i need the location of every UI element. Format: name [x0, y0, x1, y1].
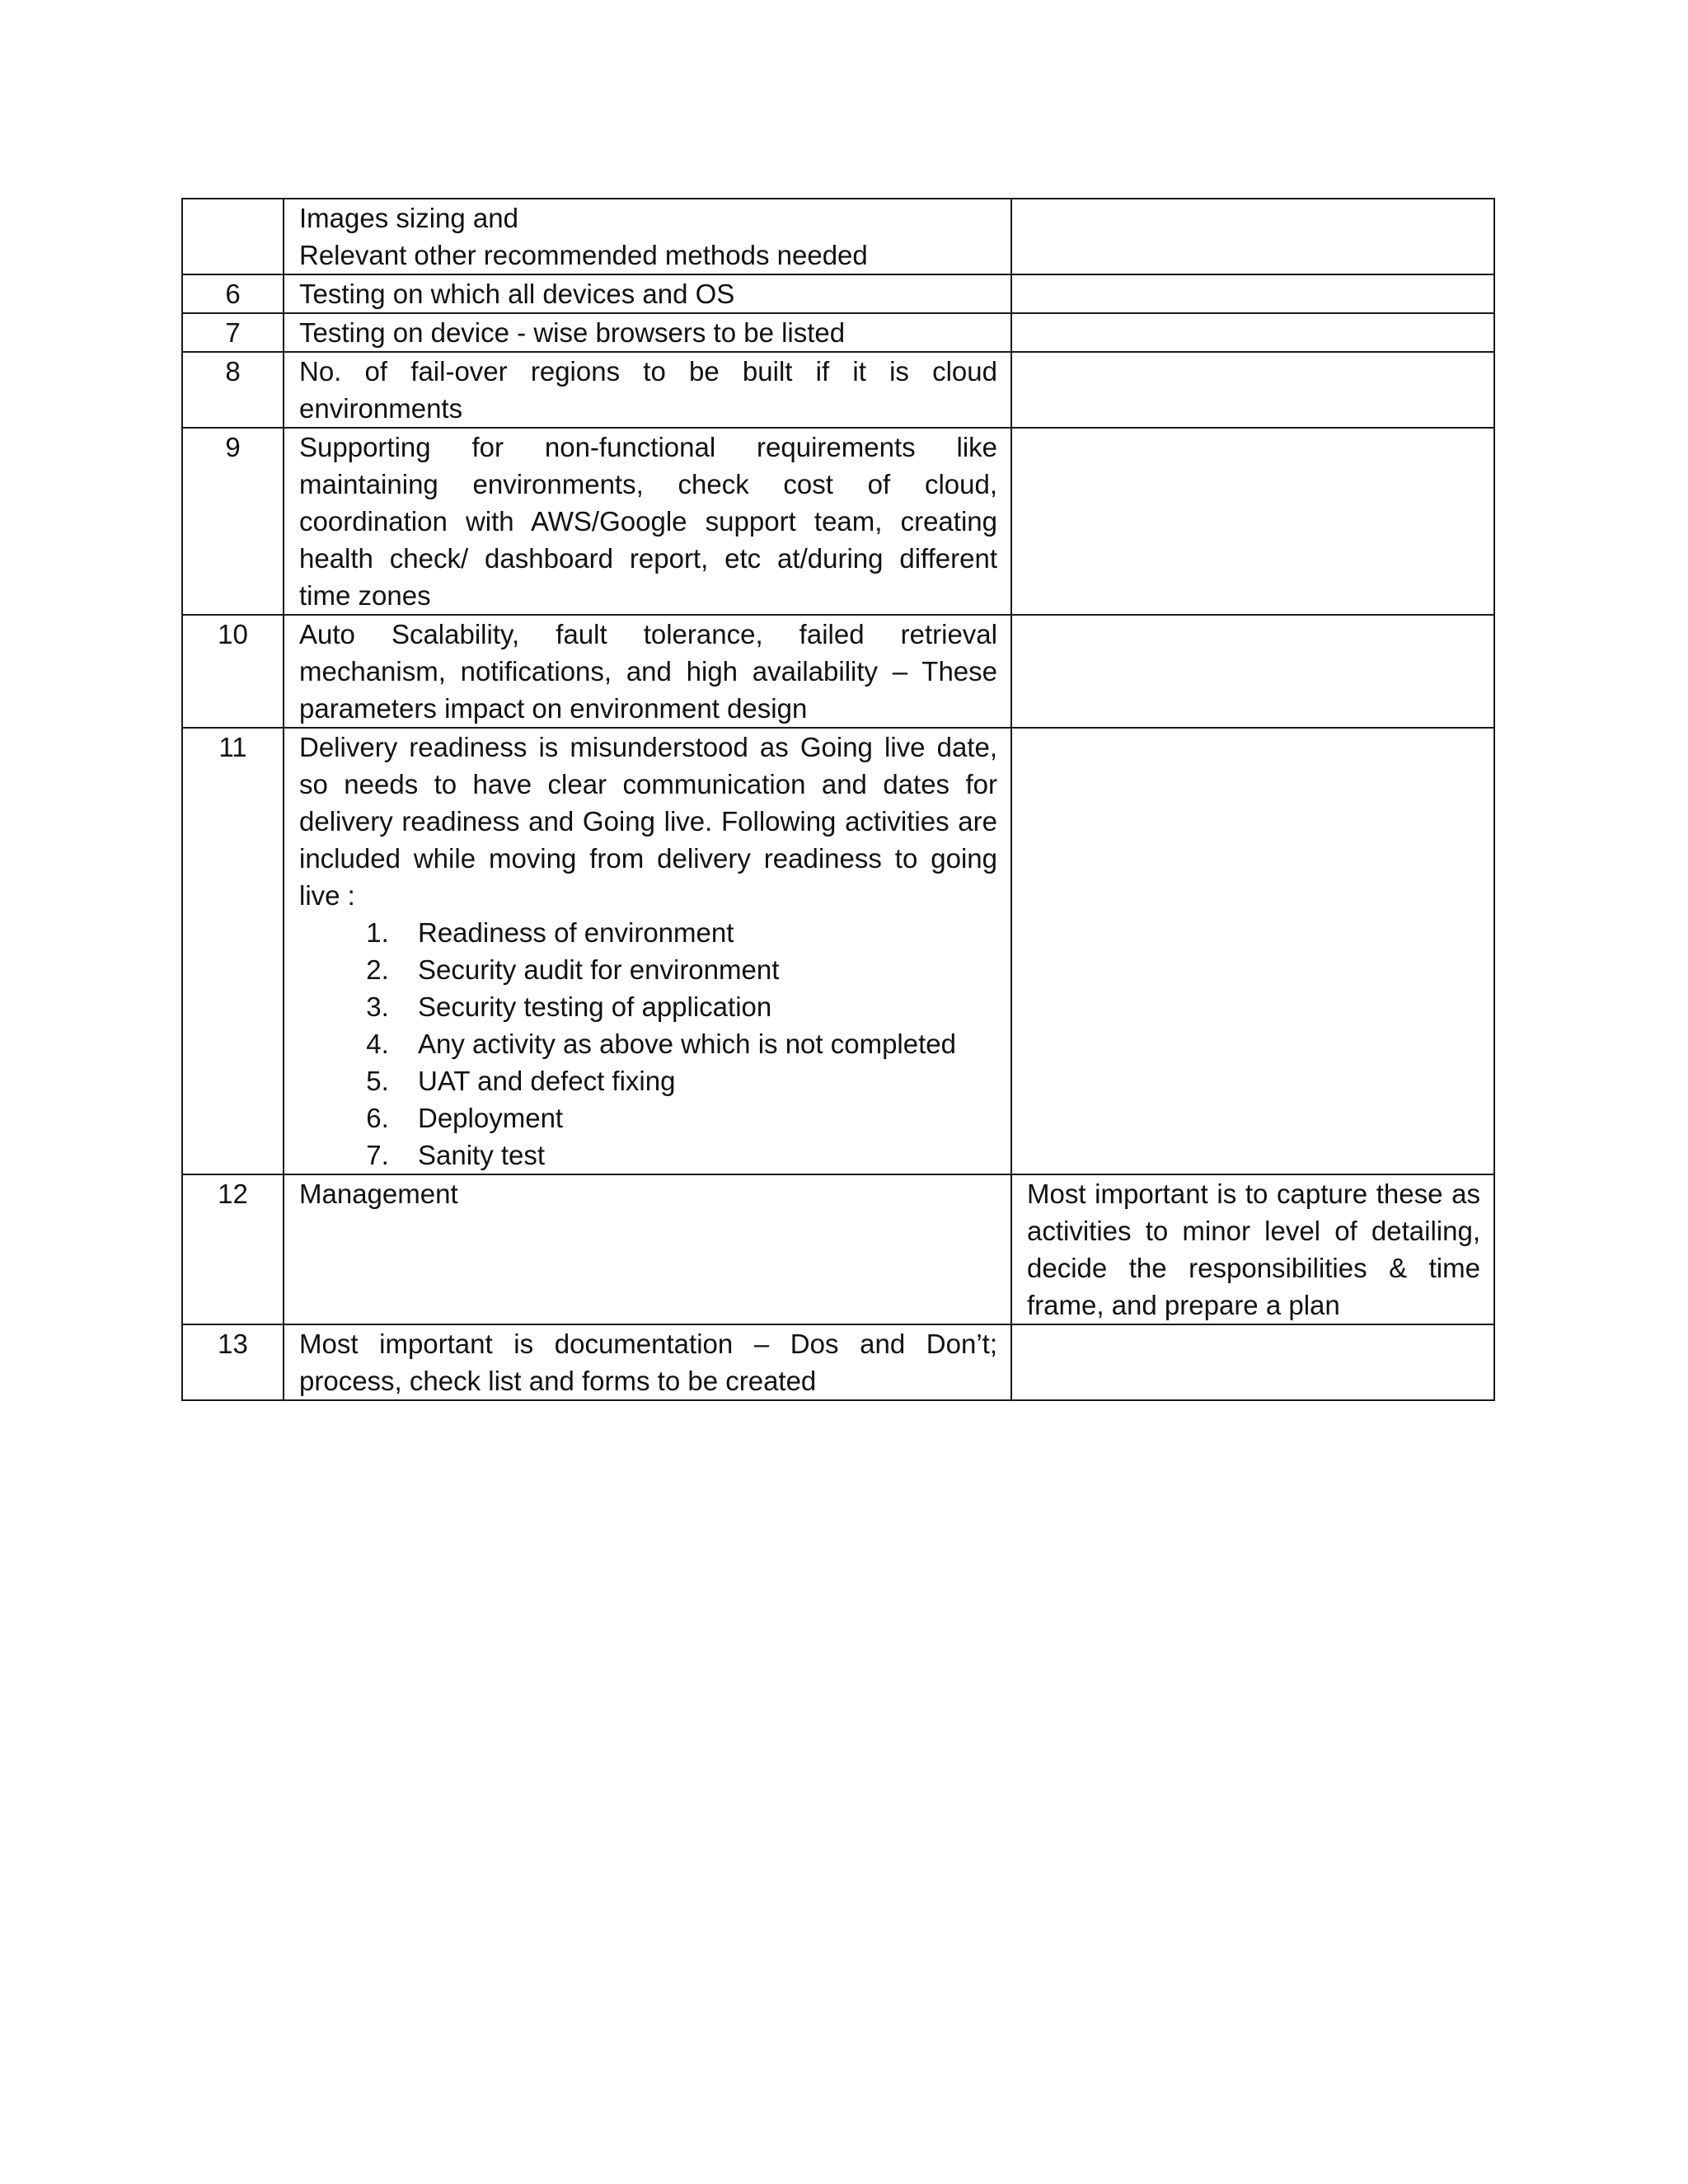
row-note: Most important is to capture these as activities to minor level of detailing, decide the responsibilities & time frame, and prepare a plan	[1011, 1174, 1494, 1324]
row-number: 12	[182, 1174, 284, 1324]
table-row	[182, 313, 1494, 352]
row-number: 7	[182, 313, 284, 352]
row-note	[1011, 428, 1494, 615]
row-number: 10	[182, 615, 284, 728]
list-item: 3. Security testing of application	[396, 988, 997, 1025]
row-note	[1011, 313, 1494, 352]
table-row	[182, 1324, 1494, 1400]
list-item: 2. Security audit for environment	[396, 951, 997, 988]
table-row	[182, 615, 1494, 728]
description-paragraph: Delivery readiness is misunderstood as Going live date, so needs to have clear communication and dates for delivery readiness and Going live. Following activities are included while moving from delivery readiness to going live :	[299, 732, 997, 911]
table-row	[182, 199, 1494, 274]
list-item: 7. Sanity test	[396, 1137, 997, 1174]
row-description: Auto Scalability, fault tolerance, failed retrieval mechanism, notifications, and high availability – These parameters impact on environment design	[284, 615, 1011, 728]
row-description	[284, 728, 1011, 1174]
row-description: Supporting for non-functional requirements like maintaining environments, check cost of cloud, coordination with AWS/Google support team, creating health check/ dashboard report, etc at/during different time zones	[284, 428, 1011, 615]
row-number	[182, 199, 284, 274]
row-description: Most important is documentation – Dos and Don’t; process, check list and forms to be created	[284, 1324, 1011, 1400]
table-row	[182, 1174, 1494, 1324]
requirements-table	[181, 198, 1495, 1401]
table-row	[182, 728, 1494, 1174]
row-note	[1011, 274, 1494, 313]
table-row	[182, 428, 1494, 615]
row-number: 9	[182, 428, 284, 615]
description-line: Images sizing and	[299, 203, 518, 233]
row-note	[1011, 615, 1494, 728]
activity-list	[299, 914, 997, 1174]
row-number: 11	[182, 728, 284, 1174]
table-row	[182, 352, 1494, 428]
row-number: 13	[182, 1324, 284, 1400]
table-row	[182, 274, 1494, 313]
row-note	[1011, 728, 1494, 1174]
row-number: 6	[182, 274, 284, 313]
row-description: No. of fail-over regions to be built if it is cloud environments	[284, 352, 1011, 428]
row-description	[284, 199, 1011, 274]
row-note	[1011, 1324, 1494, 1400]
list-item: 5. UAT and defect fixing	[396, 1062, 997, 1099]
row-description: Testing on device - wise browsers to be listed	[284, 313, 1011, 352]
description-line: Relevant other recommended methods needed	[299, 240, 868, 270]
list-item: 4. Any activity as above which is not completed	[396, 1025, 997, 1062]
row-description: Management	[284, 1174, 1011, 1324]
row-description: Testing on which all devices and OS	[284, 274, 1011, 313]
list-item: 1. Readiness of environment	[396, 914, 997, 951]
list-item: 6. Deployment	[396, 1099, 997, 1137]
row-note	[1011, 199, 1494, 274]
row-number: 8	[182, 352, 284, 428]
row-note	[1011, 352, 1494, 428]
